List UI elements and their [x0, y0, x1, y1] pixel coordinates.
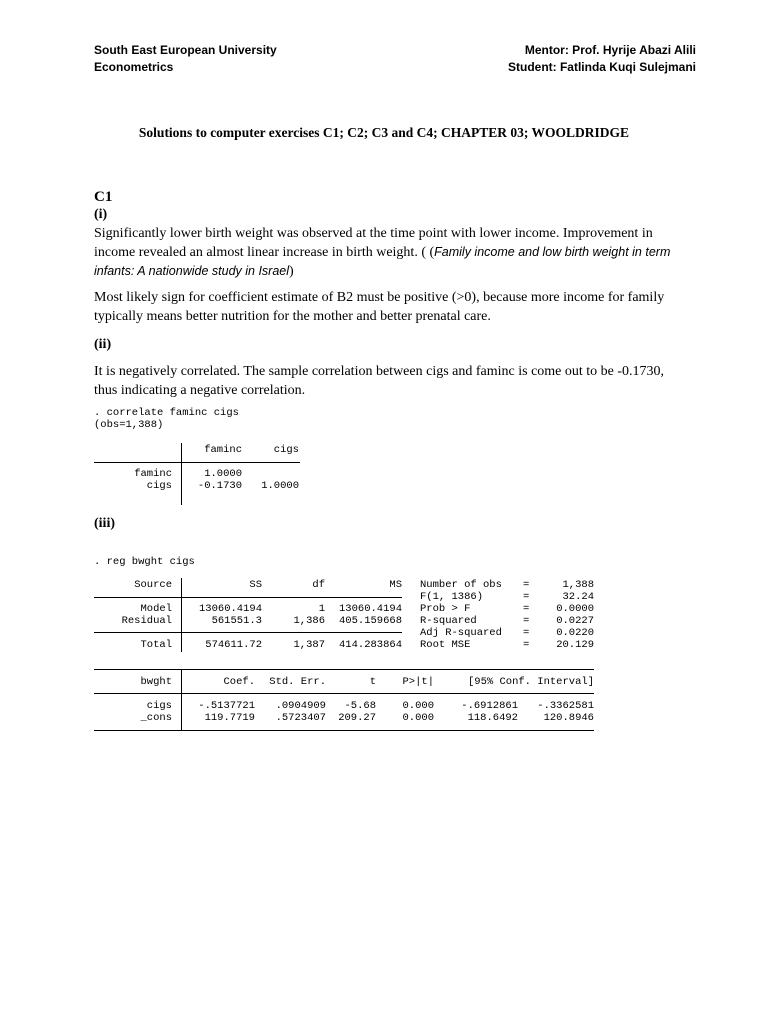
citation: Family income and low birth weight in term infants: A nationwide study in Israel	[94, 245, 671, 278]
coef-header-se: Std. Err.	[269, 676, 326, 688]
part-ii-label: (ii)	[94, 337, 112, 352]
correlate-obs: (obs=1,388)	[94, 419, 164, 431]
stat-label: F(1, 1386)	[420, 591, 484, 603]
stat-label: Prob > F	[420, 603, 471, 615]
corr-row-label: cigs	[146, 480, 172, 492]
stat-value: 0.0220	[556, 627, 594, 639]
anova-header-ms: MS	[389, 579, 402, 591]
stat-value: 0.0227	[556, 615, 594, 627]
coef-top-rule	[94, 669, 594, 670]
stat-label: R-squared	[420, 615, 477, 627]
mentor-name: Mentor: Prof. Hyrije Abazi Alili	[524, 43, 696, 57]
stat-eq: =	[523, 639, 530, 651]
coef-value: 119.7719	[204, 712, 255, 724]
stat-label: Root MSE	[420, 639, 471, 651]
anova-total-ms: 414.283864	[338, 639, 402, 651]
stat-label: Adj R-squared	[420, 627, 502, 639]
anova-header-source: Source	[134, 579, 172, 591]
coef-header-t: t	[369, 676, 376, 688]
anova-total-rule	[94, 632, 402, 633]
anova-header-rule	[94, 597, 402, 598]
corr-cell: 1.0000	[261, 480, 299, 492]
corr-header-rule	[94, 462, 300, 463]
coef-se: .5723407	[275, 712, 326, 724]
part-iii-label: (iii)	[94, 516, 115, 531]
anova-ms: 13060.4194	[338, 603, 402, 615]
coef-p: 0.000	[402, 712, 434, 724]
stat-value: 20.129	[556, 639, 594, 651]
coef-header-p: P>|t|	[402, 676, 434, 688]
corr-cell: -0.1730	[197, 480, 242, 492]
coef-se: .0904909	[275, 700, 326, 712]
stat-eq: =	[523, 627, 530, 639]
course-name: Econometrics	[94, 60, 174, 74]
corr-row-label: faminc	[134, 468, 172, 480]
stat-value: 1,388	[562, 579, 594, 591]
anova-df: 1,386	[293, 615, 325, 627]
coef-t: -5.68	[344, 700, 376, 712]
stat-eq: =	[523, 591, 530, 603]
coef-p: 0.000	[402, 700, 434, 712]
anova-total-source: Total	[140, 639, 172, 651]
anova-ss: 13060.4194	[198, 603, 262, 615]
anova-ms: 405.159668	[338, 615, 402, 627]
anova-source: Model	[140, 603, 172, 615]
citation-close: )	[289, 264, 294, 279]
coef-header-rule	[94, 693, 594, 694]
stat-eq: =	[523, 603, 530, 615]
coef-var: _cons	[140, 712, 172, 724]
part-i-label: (i)	[94, 207, 108, 222]
coef-ci-high: -.3362581	[537, 700, 594, 712]
student-name: Student: Fatlinda Kuqi Sulejmani	[507, 60, 696, 74]
part-i-text: Significantly lower birth weight was observed at the time point with lower income. Improvement in income revealed an almost linear increase in birth weight. ( (	[94, 226, 653, 260]
university-name: South East European University	[94, 43, 277, 57]
coef-ci-high: 120.8946	[543, 712, 594, 724]
stat-value: 32.24	[562, 591, 594, 603]
anova-total-df: 1,387	[293, 639, 325, 651]
reg-command: . reg bwght cigs	[94, 556, 195, 568]
anova-header-ss: SS	[249, 579, 262, 591]
coef-t: 209.27	[338, 712, 376, 724]
stat-eq: =	[523, 615, 530, 627]
coef-header-ci: [95% Conf. Interval]	[467, 676, 594, 688]
anova-source: Residual	[121, 615, 172, 627]
stat-eq: =	[523, 579, 530, 591]
part-i-paragraph-1	[94, 224, 684, 281]
stat-value: 0.0000	[556, 603, 594, 615]
coef-ci-low: -.6912861	[461, 700, 518, 712]
part-i-paragraph-2: Most likely sign for coefficient estimate of B2 must be positive (>0), because more income for family typically means better nutrition for the mother and better prenatal care.	[94, 290, 665, 324]
anova-df: 1	[318, 603, 325, 615]
coef-var: cigs	[146, 700, 172, 712]
stat-label: Number of obs	[420, 579, 502, 591]
coef-ci-low: 118.6492	[467, 712, 518, 724]
corr-cell: 1.0000	[204, 468, 242, 480]
corr-col-header-faminc: faminc	[204, 444, 242, 456]
anova-header-df: df	[312, 579, 325, 591]
corr-col-header-cigs: cigs	[273, 444, 299, 456]
section-heading-c1: C1	[94, 189, 113, 205]
part-ii-paragraph: It is negatively correlated. The sample correlation between cigs and faminc is come out to be -0.1730, thus indicating a negative correlation.	[94, 364, 665, 398]
anova-ss: 561551.3	[211, 615, 262, 627]
coef-value: -.5137721	[198, 700, 255, 712]
coef-header-coef: Coef.	[223, 676, 255, 688]
document-title: Solutions to computer exercises C1; C2; C3 and C4; CHAPTER 03; WOOLDRIDGE	[138, 125, 630, 140]
coef-bottom-rule	[94, 730, 594, 731]
coef-header-var: bwght	[140, 676, 172, 688]
anova-total-ss: 574611.72	[205, 639, 262, 651]
correlate-command: . correlate faminc cigs	[94, 407, 239, 419]
